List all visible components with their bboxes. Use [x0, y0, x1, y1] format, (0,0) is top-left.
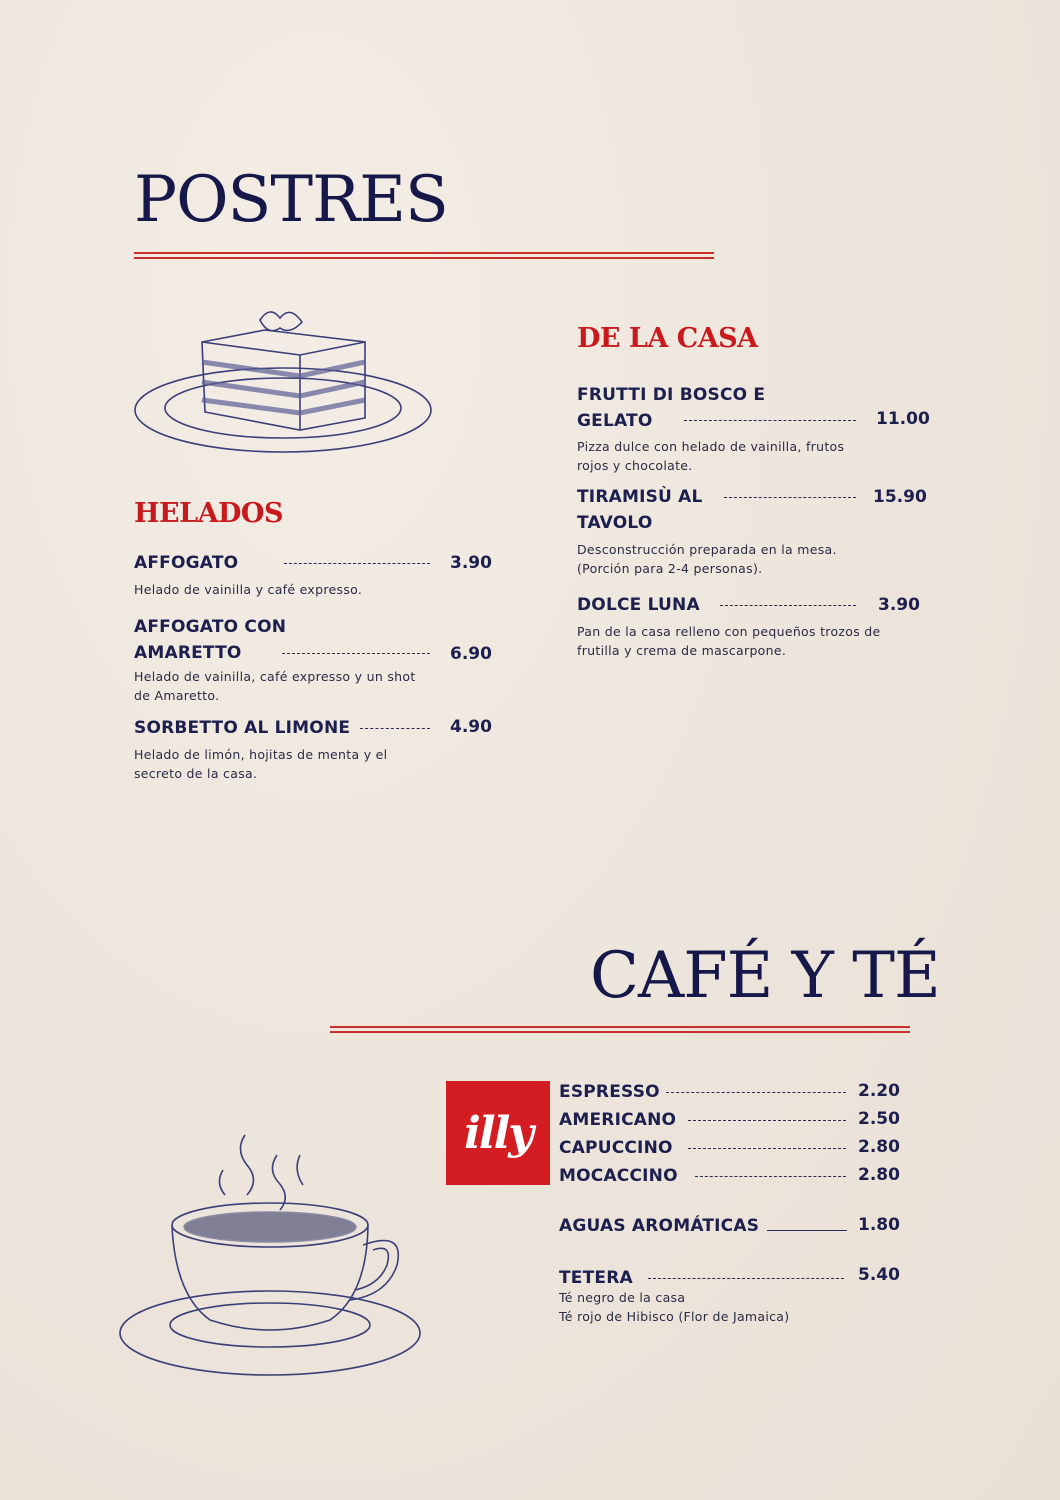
menu-item-description: Desconstrucción preparada en la mesa. (Porción para 2-4 personas).: [577, 542, 837, 576]
cafe-title: CAFÉ Y TÉ: [590, 939, 940, 1013]
dotted-leader: [695, 1176, 846, 1177]
helados-heading: HELADOS: [134, 498, 283, 529]
menu-item-price: 1.80: [858, 1215, 900, 1235]
menu-item-price: 11.00: [876, 409, 930, 429]
logo-text: illy: [464, 1107, 532, 1159]
menu-item-name: DOLCE LUNA: [577, 595, 700, 615]
menu-item-name: AMERICANO: [559, 1110, 677, 1130]
menu-item-name: GELATO: [577, 411, 653, 431]
menu-item-price: 2.80: [858, 1137, 900, 1157]
coffee-cup-illustration: [105, 1125, 425, 1395]
menu-item-name: FRUTTI DI BOSCO E: [577, 385, 766, 405]
underscore-leader: [767, 1230, 847, 1231]
menu-item-description: Helado de vainilla, café expresso y un shot de Amaretto.: [134, 669, 416, 703]
postres-title: POSTRES: [134, 163, 448, 237]
de-la-casa-heading: DE LA CASA: [577, 323, 758, 354]
menu-item-price: 3.90: [878, 595, 920, 615]
dotted-leader: [688, 1120, 846, 1121]
menu-item-name: AFFOGATO: [134, 553, 239, 573]
dotted-leader: [648, 1278, 844, 1279]
menu-item-name: TETERA: [559, 1268, 633, 1288]
menu-item-description: Helado de vainilla y café expresso.: [134, 582, 363, 597]
menu-item-name: MOCACCINO: [559, 1166, 678, 1186]
menu-item-price: 2.50: [858, 1109, 900, 1129]
menu-item-price: 15.90: [873, 487, 927, 507]
menu-item-name: TAVOLO: [577, 513, 653, 533]
menu-item-description: Té rojo de Hibisco (Flor de Jamaica): [559, 1309, 790, 1324]
dotted-leader: [666, 1092, 846, 1093]
menu-item-name: TIRAMISÙ AL: [577, 487, 703, 507]
menu-item-description: Té negro de la casa: [559, 1290, 686, 1305]
menu-item-name: SORBETTO AL LIMONE: [134, 718, 351, 738]
menu-item-description: Helado de limón, hojitas de menta y el secreto de la casa.: [134, 747, 388, 781]
menu-item-name: AMARETTO: [134, 643, 242, 663]
menu-item-price: 6.90: [450, 644, 492, 664]
menu-item-price: 5.40: [858, 1265, 900, 1285]
dotted-leader: [724, 497, 856, 498]
menu-item-description: Pizza dulce con helado de vainilla, frutos rojos y chocolate.: [577, 439, 845, 473]
menu-item-price: 2.80: [858, 1165, 900, 1185]
menu-item-price: 4.90: [450, 717, 492, 737]
postres-divider: [134, 252, 714, 259]
dotted-leader: [688, 1148, 846, 1149]
menu-item-name: ESPRESSO: [559, 1082, 660, 1102]
menu-item-price: 3.90: [450, 553, 492, 573]
menu-item-name: CAPUCCINO: [559, 1138, 673, 1158]
cafe-divider: [330, 1026, 910, 1033]
menu-item-name: AGUAS AROMÁTICAS: [559, 1216, 760, 1236]
dotted-leader: [684, 420, 856, 421]
dotted-leader: [720, 605, 856, 606]
dotted-leader: [282, 653, 430, 654]
dotted-leader: [360, 728, 430, 729]
cake-illustration: [130, 300, 440, 460]
menu-item-name: AFFOGATO CON: [134, 617, 287, 637]
menu-item-description: Pan de la casa relleno con pequeños trozos de frutilla y crema de mascarpone.: [577, 624, 881, 658]
dotted-leader: [284, 563, 430, 564]
menu-item-price: 2.20: [858, 1081, 900, 1101]
illy-logo: [446, 1081, 550, 1185]
